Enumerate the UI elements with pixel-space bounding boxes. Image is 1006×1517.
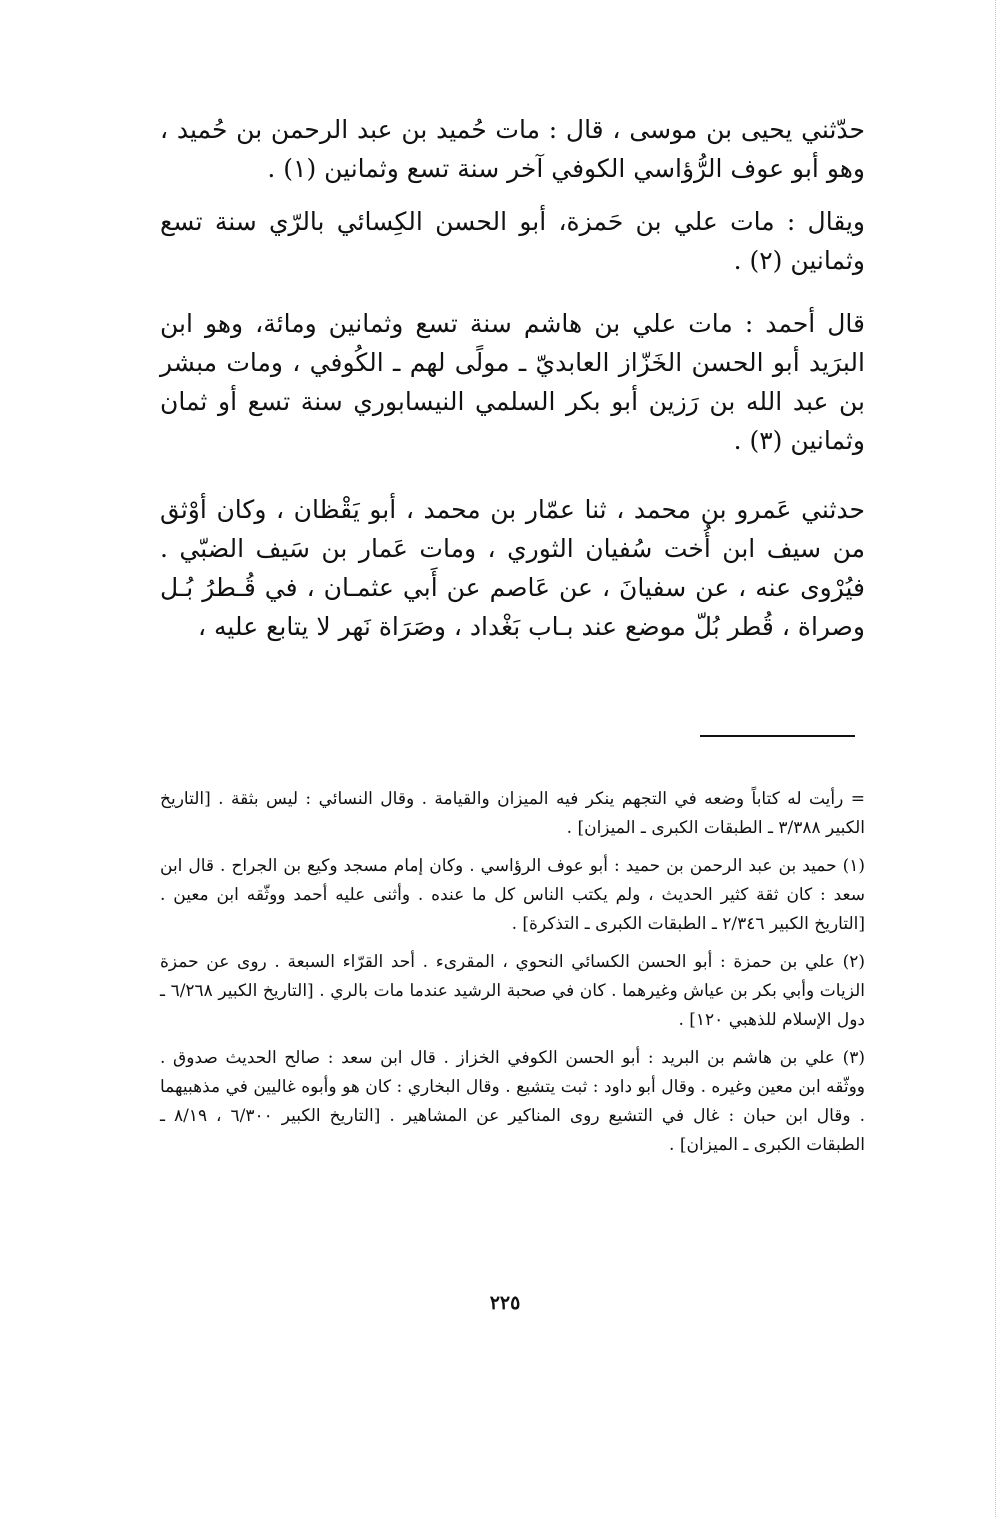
footnotes — [160, 785, 865, 1169]
paragraph-kisai: ويقال : مات علي بن حَمزة، أبو الحسن الكِسائي بالرّي سنة تسع وثمانين (٢) . — [160, 207, 865, 275]
footnote-3: (٣) علي بن هاشم بن البريد : أبو الحسن الكوفي الخزاز . قال ابن سعد : صالح الحديث صدوق . ووثّقه ابن معين وغيره . وقال أبو داود : ثبت يتشيع . وقال البخاري : كان هو وأبوه غاليين في مذهبيهما . وقال ابن حبان : غال في التشيع روى المناكير عن المشاهير . [التاريخ الكبير ٦/٣٠٠ ، ٨/١٩ ـ الطبقات الكبرى ـ الميزان] . — [160, 1048, 866, 1155]
footnote-2: (٢) علي بن حمزة : أبو الحسن الكسائي النحوي ، المقرىء . أحد القرّاء السبعة . روى عن حمزة الزيات وأبي بكر بن عياش وغيرهما . كان في صحبة الرشيد عندما مات بالري . [التاريخ الكبير ٦/٢٦٨ ـ دول الإسلام للذهبي ١٢٠] . — [160, 952, 865, 1030]
paragraph-amr: حدثني عَمرو بن محمد ، ثنا عمّار بن محمد ، أبو يَقْظان ، وكان أوْثق من سيف ابن أُخت سُفيان الثوري ، ومات عَمار بن سَيف الضبّي . فيُرْوى عنه ، عن سفيانَ ، عن عَاصم عن أَبي عثمـان ، في قُـطرُ بُـل وصراة ، قُطر بُلّ موضع عند بـاب بَغْداد ، وصَرَاة نَهر لا يتابع عليه ، — [160, 495, 865, 641]
page-number: ٢٢٥ — [489, 1292, 521, 1314]
scan-edge-marks — [995, 0, 996, 1517]
paragraph-ahmad: قال أحمد : مات علي بن هاشم سنة تسع وثمانين ومائة، وهو ابن البرَيد أبو الحسن الخَزّاز العابديّ ـ مولًى لهم ـ الكُوفي ، ومات مبشر بن عبد الله بن رَزين أبو بكر السلمي النيسابوري سنة تسع أو ثمان وثمانين (٣) . — [160, 309, 865, 455]
footnote-1: (١) حميد بن عبد الرحمن بن حميد : أبو عوف الرؤاسي . وكان إمام مسجد وكيع بن الجراح . قال ابن سعد : كان ثقة كثير الحديث ، ولم يكتب الناس كل ما عنده . وأثنى عليه أحمد ووثّقه ابن معين . [التاريخ الكبير ٢/٣٤٦ ـ الطبقات الكبرى ـ التذكرة] . — [160, 856, 865, 934]
footnote-continuation: = رأيت له كتاباً وضعه في التجهم ينكر فيه الميزان والقيامة . وقال النسائي : ليس بثقة . [التاريخ الكبير ٣/٣٨٨ ـ الطبقات الكبرى ـ الميزان] . — [160, 789, 865, 838]
footnote-separator — [700, 735, 855, 737]
main-text — [160, 110, 865, 646]
paragraph-yahya: حدّثني يحيى بن موسى ، قال : مات حُميد بن عبد الرحمن بن حُميد ، وهو أبو عوف الرُّؤاسي الكوفي آخر سنة تسع وثمانين (١) . — [160, 115, 865, 183]
